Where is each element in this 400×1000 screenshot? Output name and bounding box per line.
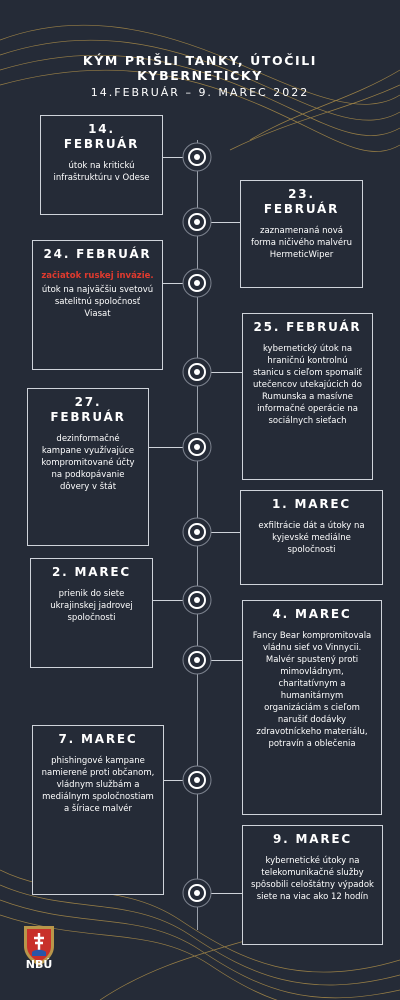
- timeline-node-icon: [182, 645, 212, 675]
- event-text: zaznamenaná nová forma ničivého malvéru HermeticWiper: [250, 226, 353, 260]
- event-date: 2. MAREC: [52, 565, 131, 579]
- event-text: kybernetický útok na hraničnú kontrolnú stanicu s cieľom spomaliť utečencov utekajúcich do Rumunska a masívne informačné operácie na sociálnych sieťach: [253, 344, 362, 426]
- page-subtitle: 14.FEBRUÁR – 9. MAREC 2022: [90, 86, 310, 99]
- event-date: 9. MAREC: [273, 832, 352, 846]
- event-text: útok na kritickú infraštruktúru v Odese: [53, 161, 150, 183]
- event-date: 27. FEBRUÁR: [50, 395, 126, 424]
- event-text: exfiltrácie dát a útoky na kyjevské mediálne spoločnosti: [258, 521, 365, 555]
- event-card: [240, 490, 383, 585]
- event-text: kybernetické útoky na telekomunikačné služby spôsobili celoštátny výpadok siete na viac ako 12 hodín: [251, 856, 374, 902]
- timeline-node-icon: [182, 878, 212, 908]
- event-card: [30, 558, 153, 668]
- event-date: 25. FEBRUÁR: [253, 320, 362, 334]
- event-card: [242, 313, 373, 480]
- event-date: 23. FEBRUÁR: [263, 187, 340, 216]
- event-date: 4. MAREC: [272, 607, 352, 621]
- event-text: útok na najväčšiu svetovú satelitnú spoločnosť Viasat: [41, 285, 154, 319]
- timeline-node-icon: [182, 357, 212, 387]
- event-date: 1. MAREC: [272, 497, 351, 511]
- timeline-node-icon: [182, 142, 212, 172]
- event-date: 24. FEBRUÁR: [43, 247, 152, 261]
- event-card: [40, 115, 163, 215]
- event-date: 14. FEBRUÁR: [63, 122, 140, 151]
- event-card: [32, 725, 164, 895]
- event-text: Fancy Bear kompromitovala vládnu sieť vo Vinnycii. Malvér spustený proti mimovládnym, charitatívnym a humanitárnym organizáciám s cieľom narušiť dodávky zdravotníckeho materiálu, potravín a oblečenia: [252, 631, 372, 749]
- timeline-node-icon: [182, 268, 212, 298]
- timeline-node-icon: [182, 765, 212, 795]
- timeline-node-icon: [182, 517, 212, 547]
- page-title: KÝM PRIŠLI TANKY, ÚTOČILI KYBERNETICKY: [82, 53, 318, 83]
- event-text: dezinformačné kampane využívajúce kompromitované účty na podkopávanie dôvery v štát: [41, 434, 135, 492]
- event-card: [240, 180, 363, 288]
- event-text: prienik do siete ukrajinskej jadrovej spoločnosti: [50, 589, 133, 623]
- event-date: 7. MAREC: [58, 732, 138, 746]
- logo-text: NBÚ: [25, 958, 53, 971]
- event-text: phishingové kampane namierené proti občanom, vládnym službám a mediálnym spoločnostiam a šíriace malvér: [41, 756, 155, 814]
- timeline-node-icon: [182, 432, 212, 462]
- event-card: [242, 825, 383, 945]
- event-card: [27, 388, 149, 546]
- event-card: [32, 240, 163, 370]
- event-card: [242, 600, 382, 815]
- timeline-node-icon: [182, 585, 212, 615]
- event-highlight: začiatok ruskej invázie.: [41, 271, 154, 281]
- timeline-node-icon: [182, 207, 212, 237]
